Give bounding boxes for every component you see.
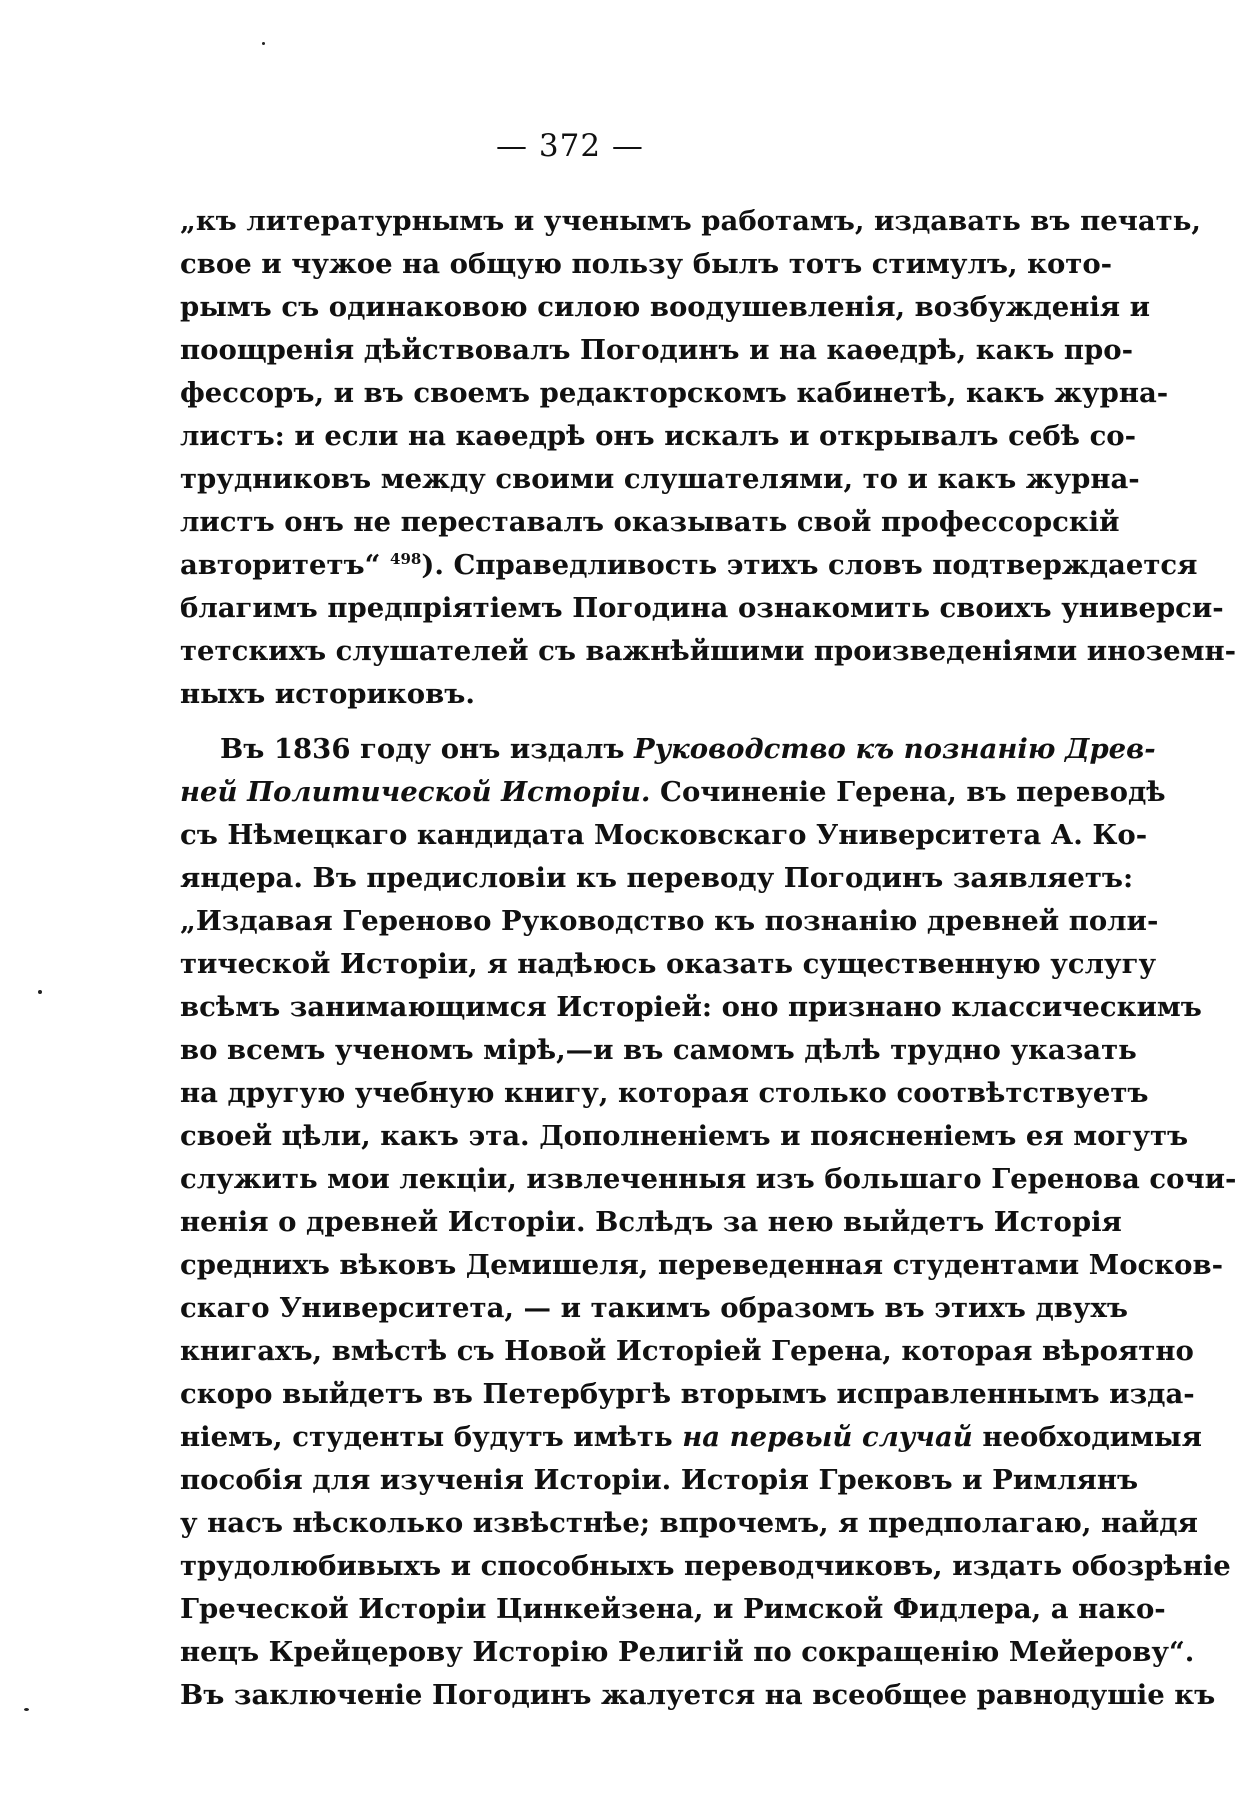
- text-fragment: необходимыя: [972, 1421, 1202, 1453]
- text-line: пособія для изученія Исторіи. Исторія Грековъ и Римлянъ: [180, 1464, 1139, 1496]
- text-line: „Издавая Гереново Руководство къ познанію древней поли-: [180, 905, 1159, 937]
- text-line: скаго Университета, — и такимъ образомъ въ этихъ двухъ: [180, 1292, 1128, 1324]
- text-fragment: Сочиненіе Герена, въ переводѣ: [650, 776, 1166, 808]
- body-text: [180, 200, 1236, 1717]
- text-line: среднихъ вѣковъ Демишеля, переведенная студентами Москов-: [180, 1249, 1223, 1281]
- text-line: фессоръ, и въ своемъ редакторскомъ кабинетѣ, какъ журна-: [180, 377, 1169, 409]
- print-speck: [262, 42, 265, 45]
- text-line: ныхъ историковъ.: [180, 678, 475, 710]
- book-title-italic: ней Политической Исторіи.: [180, 776, 651, 808]
- text-line: листъ онъ не переставалъ оказывать свой профессорскій: [180, 506, 1120, 538]
- text-fragment: Въ 1836 году онъ издалъ: [220, 733, 635, 765]
- page-number: — 372 —: [496, 128, 644, 164]
- text-fragment: ). Справедливость этихъ словъ подтверждается: [421, 549, 1198, 581]
- text-line: съ Нѣмецкаго кандидата Московскаго Университета А. Ко-: [180, 819, 1148, 851]
- text-line: ненія о древней Исторіи. Вслѣдъ за нею выйдетъ Исторія: [180, 1206, 1122, 1238]
- text-line: трудниковъ между своими слушателями, то и какъ журна-: [180, 463, 1140, 495]
- print-speck: [24, 1708, 29, 1711]
- footnote-reference: 498: [390, 550, 422, 568]
- text-line: листъ: и если на каѳедрѣ онъ искалъ и открывалъ себѣ со-: [180, 420, 1137, 452]
- text-line: благимъ предпріятіемъ Погодина ознакомить своихъ универси-: [180, 592, 1224, 624]
- text-line: скоро выйдетъ въ Петербургѣ вторымъ исправленнымъ изда-: [180, 1378, 1195, 1410]
- text-line: свое и чужое на общую пользу былъ тотъ стимулъ, кото-: [180, 248, 1113, 280]
- text-line: „къ литературнымъ и ученымъ работамъ, издавать въ печать,: [180, 205, 1201, 237]
- text-line: во всемъ ученомъ мірѣ,—и въ самомъ дѣлѣ трудно указать: [180, 1034, 1137, 1066]
- text-line: трудолюбивыхъ и способныхъ переводчиковъ, издать обозрѣніе: [180, 1550, 1231, 1582]
- text-line: книгахъ, вмѣстѣ съ Новой Исторіей Герена, которая вѣроятно: [180, 1335, 1194, 1367]
- text-line: своей цѣли, какъ эта. Дополненіемъ и поясненіемъ ея могутъ: [180, 1120, 1189, 1152]
- text-line-paragraph-start: Въ заключеніе Погодинъ жалуется на всеобщее равнодушіе къ: [180, 1679, 1216, 1711]
- text-line: всѣмъ занимающимся Исторіей: оно признано классическимъ: [180, 991, 1202, 1023]
- text-fragment: авторитетъ“: [180, 549, 381, 581]
- text-line-with-footnote: [180, 544, 1198, 587]
- text-line: Греческой Исторіи Цинкейзена, и Римской Фидлера, а нако-: [180, 1593, 1166, 1625]
- emphasis-italic: на первый случай: [682, 1421, 973, 1453]
- text-line: у насъ нѣсколько извѣстнѣе; впрочемъ, я предполагаю, найдя: [180, 1507, 1198, 1539]
- text-line: [180, 1416, 1202, 1459]
- text-line-paragraph-start: [180, 728, 1156, 771]
- text-line: рымъ съ одинаковою силою воодушевленія, возбужденія и: [180, 291, 1151, 323]
- text-line: яндера. Въ предисловіи къ переводу Погодинъ заявляетъ:: [180, 862, 1134, 894]
- book-title-italic: Руководство къ познанію Древ-: [634, 733, 1156, 765]
- text-line: нецъ Крейцерову Исторію Религій по сокращенію Мейерову“.: [180, 1636, 1195, 1668]
- text-line: тетскихъ слушателей съ важнѣйшими произведеніями иноземн-: [180, 635, 1236, 667]
- text-line: [180, 771, 1166, 814]
- text-line: на другую учебную книгу, которая столько соотвѣтствуетъ: [180, 1077, 1149, 1109]
- text-line: тической Исторіи, я надѣюсь оказать существенную услугу: [180, 948, 1157, 980]
- print-speck: [38, 990, 42, 994]
- text-line: служить мои лекціи, извлеченныя изъ большаго Геренова сочи-: [180, 1163, 1236, 1195]
- text-fragment: ніемъ, студенты будутъ имѣть: [180, 1421, 683, 1453]
- text-line: поощренія дѣйствовалъ Погодинъ и на каѳедрѣ, какъ про-: [180, 334, 1134, 366]
